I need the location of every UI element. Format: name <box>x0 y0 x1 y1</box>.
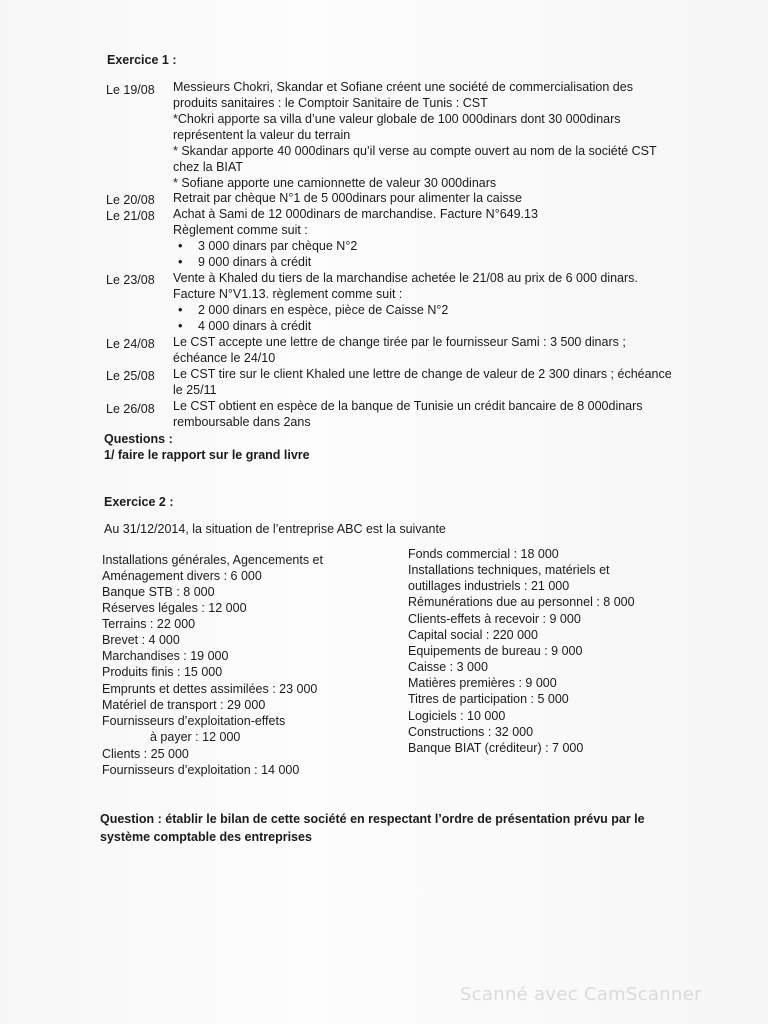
balance-item: Matières premières : 9 000 <box>408 676 557 690</box>
entry-text <box>173 398 673 430</box>
entry-text <box>173 206 673 238</box>
entry-line: Achat à Sami de 12 000dinars de marchandise. Facture N°649.13 <box>173 207 538 221</box>
balance-item: Matériel de transport : 29 000 <box>102 698 266 712</box>
camscanner-watermark: Scanné avec CamScanner <box>460 984 702 1005</box>
entry-line: Facture N°V1.13. règlement comme suit : <box>173 287 403 301</box>
entry-date: Le 20/08 <box>106 193 155 207</box>
entry-line: représentent la valeur du terrain <box>173 128 351 142</box>
entry-line: * Skandar apporte 40 000dinars qu’il verse au compte ouvert au nom de la société CST <box>173 144 657 158</box>
exercice2-title: Exercice 2 : <box>104 495 174 509</box>
entry-line: Le CST obtient en espèce de la banque de Tunisie un crédit bancaire de 8 000dinars <box>173 399 643 413</box>
balance-item: Fournisseurs d’exploitation : 14 000 <box>102 763 300 777</box>
bullet-item: • 2 000 dinars en espèce, pièce de Caisse N°2 <box>198 302 448 318</box>
entry-line: chez la BIAT <box>173 160 243 174</box>
entry-line: *Chokri apporte sa villa d’une valeur globale de 100 000dinars dont 30 000dinars <box>173 112 621 126</box>
entry-text <box>173 79 673 191</box>
exercice2-intro: Au 31/12/2014, la situation de l’entreprise ABC est la suivante <box>104 522 446 536</box>
entry-line: produits sanitaires : le Comptoir Sanitaire de Tunis : CST <box>173 96 488 110</box>
balance-item: Equipements de bureau : 9 000 <box>408 644 583 658</box>
entry-line: Messieurs Chokri, Skandar et Sofiane créent une société de commercialisation des <box>173 80 633 94</box>
balance-item: Installations générales, Agencements et <box>102 553 323 567</box>
balance-item: Banque BIAT (créditeur) : 7 000 <box>408 741 584 755</box>
balance-item: Brevet : 4 000 <box>102 633 180 647</box>
balance-item: Banque STB : 8 000 <box>102 585 215 599</box>
entry-text <box>173 334 673 366</box>
entry-line: remboursable dans 2ans <box>173 415 311 429</box>
balance-item: Installations techniques, matériels et <box>408 563 610 577</box>
entry-date: Le 24/08 <box>106 337 155 351</box>
balance-item: Marchandises : 19 000 <box>102 649 229 663</box>
balance-item: Fournisseurs d’exploitation-effets <box>102 714 286 728</box>
balance-item: Produits finis : 15 000 <box>102 665 223 679</box>
balance-item: Réserves légales : 12 000 <box>102 601 247 615</box>
balance-item: Fonds commercial : 18 000 <box>408 547 559 561</box>
entry-line: Vente à Khaled du tiers de la marchandise achetée le 21/08 au prix de 6 000 dinars. <box>173 271 638 285</box>
entry-line: Retrait par chèque N°1 de 5 000dinars pour alimenter la caisse <box>173 191 522 205</box>
question-line: Question : établir le bilan de cette société en respectant l’ordre de présentation prévu par le <box>100 812 645 826</box>
entry-date: Le 19/08 <box>106 83 155 97</box>
balance-item: Capital social : 220 000 <box>408 628 538 642</box>
entry-line: Le CST tire sur le client Khaled une lettre de change de valeur de 2 300 dinars ; échéance <box>173 367 672 381</box>
entry-text <box>173 270 673 302</box>
balance-item: outillages industriels : 21 000 <box>408 579 570 593</box>
entry-date: Le 23/08 <box>106 273 155 287</box>
balance-item: Constructions : 32 000 <box>408 725 534 739</box>
entry-date: Le 26/08 <box>106 402 155 416</box>
balance-item: Clients-effets à recevoir : 9 000 <box>408 612 581 626</box>
balance-item: Titres de participation : 5 000 <box>408 692 569 706</box>
entry-line: Règlement comme suit : <box>173 223 308 237</box>
bullet-item: • 3 000 dinars par chèque N°2 <box>198 238 357 254</box>
questions-label: Questions : <box>104 432 173 446</box>
entry-line: le 25/11 <box>173 383 217 397</box>
bullet-item: • 9 000 dinars à crédit <box>198 254 311 270</box>
balance-item: à payer : 12 000 <box>150 730 241 744</box>
entry-line: Le CST accepte une lettre de change tirée par le fournisseur Sami : 3 500 dinars ; <box>173 335 626 349</box>
entry-date: Le 21/08 <box>106 209 155 223</box>
balance-item: Aménagement divers : 6 000 <box>102 569 262 583</box>
exercice1-title: Exercice 1 : <box>107 53 177 67</box>
balance-item: Rémunérations due au personnel : 8 000 <box>408 595 635 609</box>
bullet-item: • 4 000 dinars à crédit <box>198 318 311 334</box>
question-line: système comptable des entreprises <box>100 830 312 844</box>
question-2 <box>100 810 645 846</box>
balance-item: Clients : 25 000 <box>102 747 189 761</box>
balance-item: Caisse : 3 000 <box>408 660 488 674</box>
question-1: 1/ faire le rapport sur le grand livre <box>104 448 310 462</box>
entry-text <box>173 190 673 206</box>
entry-text <box>173 366 673 398</box>
entry-date: Le 25/08 <box>106 369 155 383</box>
balance-item: Terrains : 22 000 <box>102 617 196 631</box>
entry-line: échéance le 24/10 <box>173 351 276 365</box>
balance-item: Logiciels : 10 000 <box>408 709 506 723</box>
entry-line: * Sofiane apporte une camionnette de valeur 30 000dinars <box>173 176 497 190</box>
balance-item: Emprunts et dettes assimilées : 23 000 <box>102 682 318 696</box>
